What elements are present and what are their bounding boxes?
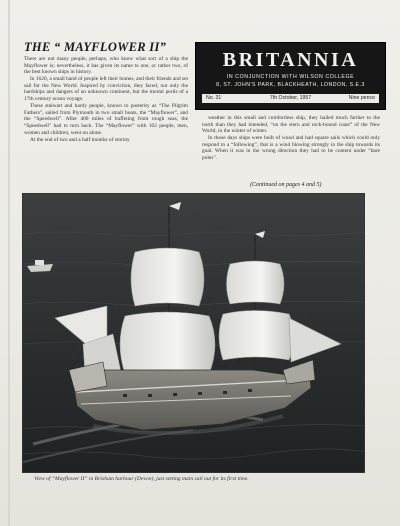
- issue-price: Nine pence: [348, 95, 375, 101]
- article-headline: THE “ MAYFLOWER II”: [24, 40, 167, 54]
- issue-bar: [202, 94, 379, 103]
- continued-note: (Continued on pages 4 and 5): [250, 182, 322, 188]
- issue-date: 7th October, 1957: [269, 95, 312, 101]
- page-edge: [8, 0, 10, 526]
- photo-caption: View of “Mayflower II” in Brixham harbour (Devon), just setting main sail out for its first time.: [34, 476, 249, 482]
- left-paragraph: These stalwart and hardy people, known to posterity as “The Pilgrim Fathers”, sailed from Plymouth in two small boats, the “Mayflower”, and the “Speedwell”. After 400 miles of buffeting from rough seas, the “Speedwell” had to turn back. The “Mayflower” with 102 people, men, women and children, went on alone.: [24, 103, 188, 136]
- issue-number: No. 31: [206, 95, 222, 101]
- left-paragraph: There are not many people, perhaps, who know what sort of a ship the Mayflower is; nevertheless, it has given its name to one, or rather two, of the best known ships in history.: [24, 56, 188, 76]
- masthead-title: BRITANNIA: [222, 49, 359, 71]
- ship-photo: [22, 193, 365, 473]
- right-column: [202, 115, 380, 162]
- masthead: [195, 42, 386, 110]
- mayflower-ship-image: [23, 194, 365, 473]
- left-paragraph: At the end of two and a half months of stormy: [30, 136, 130, 143]
- right-paragraph: weather in this small and comfortless ship, they hailed much farther to the north than they had intended, “on the stern and rock-bound coast” of the New World, in the winter of winter.: [202, 115, 380, 135]
- left-column: [24, 56, 188, 144]
- masthead-address: 8, ST. JOHN'S PARK, BLACKHEATH, LONDON, S.E.3: [216, 82, 365, 88]
- right-paragraph: In those days ships were built of wood and had square sails which could only respond to a “following”, that is a wind blowing strongly in the ship towards its goal. When it was in the wrong direction they had to be content under “bare poles”.: [202, 135, 380, 162]
- left-paragraph: In 1620, a small band of people left their homes, and their friends and set sail for the New World. Inspired by conviction, they faced, not only the hardships and dangers of an unknown continent, but the mortal perils of a 17th century ocean voyage.: [24, 76, 188, 103]
- masthead-subtitle: IN CONJUNCTION WITH WILSON COLLEGE: [226, 74, 355, 80]
